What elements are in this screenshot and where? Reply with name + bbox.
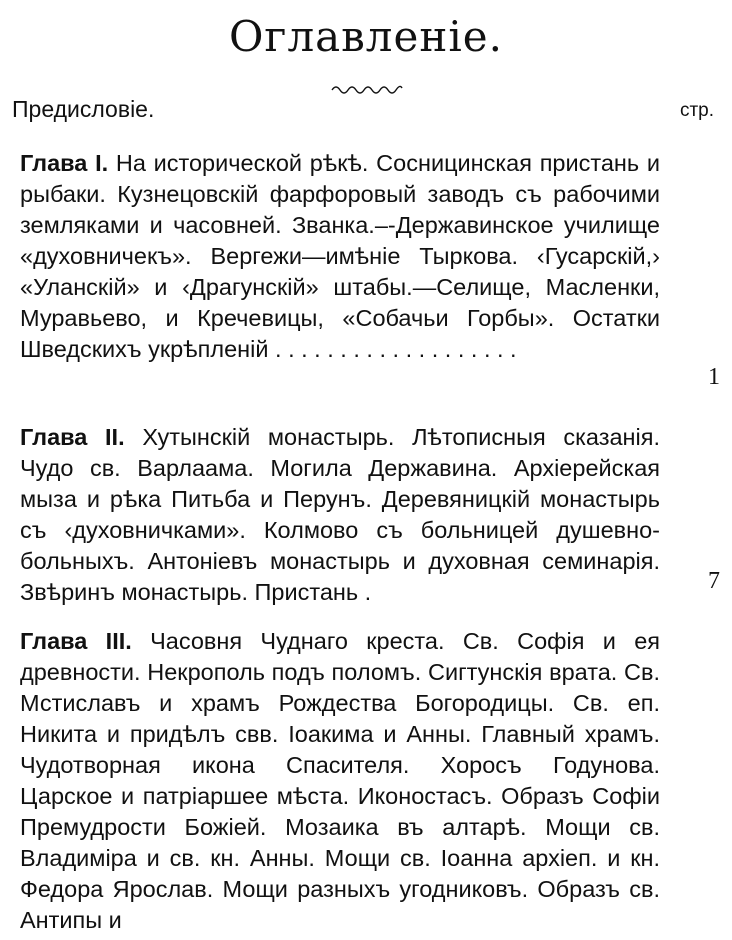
page-column-label: стр. bbox=[679, 100, 714, 121]
preface-entry: Предисловіе. bbox=[12, 96, 155, 122]
chapter-entry bbox=[20, 626, 660, 936]
chapter-label: Глава III. bbox=[20, 628, 132, 654]
chapter-text: На исторической рѣкѣ. Сосницинская пристань и рыбаки. Кузнецовскій фарфоровый заводъ съ рабочими земляками и часовней. Званка.–-Державинское училище «духовничекъ». Вергежи—имѣніе Тыркова. ‹Гусарскій,› «Уланскій» и ‹Драгунскій» штабы.—Селище, Масленки, Муравьево, и Кречевицы, «Собачьи Горбы». Остатки Шведскихъ укрѣпленій . . . . . . . . . . . . . . . . . . . bbox=[20, 150, 660, 362]
chapter-entry bbox=[20, 422, 660, 608]
page-title: Оглавленіе. bbox=[229, 12, 503, 61]
chapter-label: Глава II. bbox=[20, 424, 125, 450]
chapter-page-number: 1 bbox=[708, 364, 720, 390]
chapter-text: Часовня Чуднаго креста. Св. Софія и ея древности. Некрополь подъ поломъ. Сигтунскія врата. Св. Мстиславъ и храмъ Рождества Богородицы. Св. еп. Никита и придѣлъ свв. Іоакима и Анны. Главный храмъ. Чудотворная икона Спасителя. Хоросъ Годунова. Царское и патріаршее мѣста. Иконостасъ. Образъ Софіи Премудрости Божіей. Мозаика въ алтарѣ. Мощи св. Владиміра и св. кн. Анны. Мощи св. Іоанна архіеп. и кн. Федора Ярослав. Мощи разныхъ угодниковъ. Образъ св. Антипы и bbox=[20, 628, 660, 933]
chapter-text: Хутынскій монастырь. Лѣтописныя сказанія. Чудо св. Варлаама. Могила Державина. Архіерейская мыза и рѣка Питьба и Перунъ. Деревяницкій монастырь съ ‹духовничками». Колмово съ больницей душевно-больныхъ. Антоніевъ монастырь и духовная семинарія. Звѣринъ монастырь. Пристань . bbox=[20, 424, 661, 605]
chapter-label: Глава I. bbox=[20, 150, 109, 176]
chapter-entry bbox=[20, 148, 660, 365]
ornament-divider bbox=[330, 82, 404, 94]
chapter-page-number: 7 bbox=[708, 568, 720, 594]
